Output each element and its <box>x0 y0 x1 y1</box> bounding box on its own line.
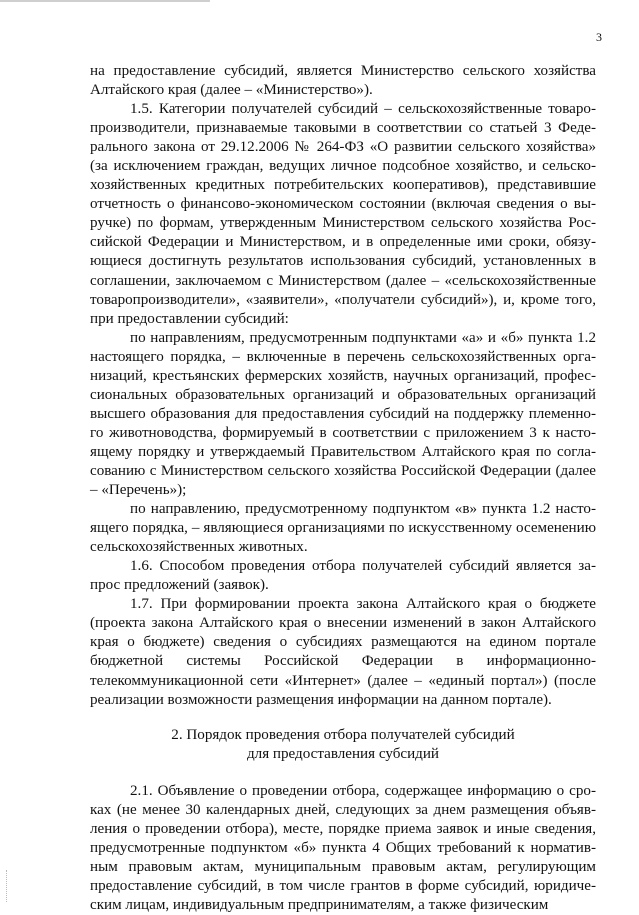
section-2-heading-line-2: для предоставления субсидий <box>246 745 439 762</box>
paragraph-2-1: 2.1. Объявление о проведении отбора, содержащее информацию о сроках (не менее 30 календарных дней, следующих за днем размещения объявления о проведении отбора), месте, порядке приема заявок и иные сведения, предусмотренные подпунктом «б» пункта 4 Общих требований к нормативным правовым актам, муниципальным правовым актам, регулирующим предоставление субсидий, в том числе грантов в форме субсидий, юридическим лицам, индивидуальным предпринимателям, а также физическим <box>90 782 596 913</box>
paragraph-1-5-subitems-a-b: по направлениям, предусмотренным подпунктами «а» и «б» пункта 1.2 настоящего порядка, – включенные в перечень сельскохозяйственных организаций, крестьянских фермерских хозяйств, научных организаций, профессиональных образовательных организаций и образовательных организаций высшего образования для предоставления субсидий на поддержку племенного животноводства, формируемый в соответствии с приложением 3 к настоящему порядку и утверждаемый Правительством Алтайского края по согласованию с Министерством сельского хозяйства Российской Федерации (далее – «Перечень»); <box>90 329 596 499</box>
page-number: 3 <box>596 30 602 44</box>
scan-top-edge-line <box>0 0 210 2</box>
paragraph-1-6: 1.6. Способом проведения отбора получателей субсидий является запрос предложений (заявок). <box>90 558 596 594</box>
section-2-heading-line-1: 2. Порядок проведения отбора получателей субсидий <box>171 726 515 743</box>
paragraph-1-7: 1.7. При формировании проекта закона Алтайского края о бюджете (проекта закона Алтайского края о внесении изменений в закон Алтайского края о бюджете) сведения о субсидиях размещаются на едином портале бюджетной системы Российской Федерации в информационно-телекоммуникационной сети «Интернет» (далее – «единый портал») (после реализации возможности размещения информации на данном портале). <box>90 596 596 708</box>
scan-edge-artifact <box>6 870 9 902</box>
paragraph-1-5: 1.5. Категории получателей субсидий – сельскохозяйственные товаропроизводители, признаваемые таковыми в соответствии со статьей 3 Федерального закона от 29.12.2006 № 264-ФЗ «О развитии сельского хозяйства» (за исключением граждан, ведущих личное подсобное хозяйство, и сельскохозяйственных кредитных потребительских кооперативов), представившие отчетность о финансово-экономическом состоянии (включая сведения о выручке) по формам, утвержденным Министерством сельского хозяйства Российской Федерации и Министерством, и в определенные ими сроки, обязующиеся достигнуть результатов использования субсидий, установленных в соглашении, заключаемом с Министерством (далее – «сельскохозяйственные товаропроизводители», «заявители», «получатели субсидий»), и, кроме того, при предоставлении субсидий: <box>90 101 596 327</box>
paragraph-1-4-continued: на предоставление субсидий, является Министерство сельского хозяйства Алтайского края (далее – «Министерство»). <box>90 63 596 99</box>
paragraph-1-5-subitem-v: по направлению, предусмотренному подпунктом «в» пункта 1.2 настоящего порядка, – являющиеся организациями по искусственному осеменению сельскохозяйственных животных. <box>90 501 596 556</box>
document-body <box>90 62 596 915</box>
section-2-heading <box>90 726 596 764</box>
